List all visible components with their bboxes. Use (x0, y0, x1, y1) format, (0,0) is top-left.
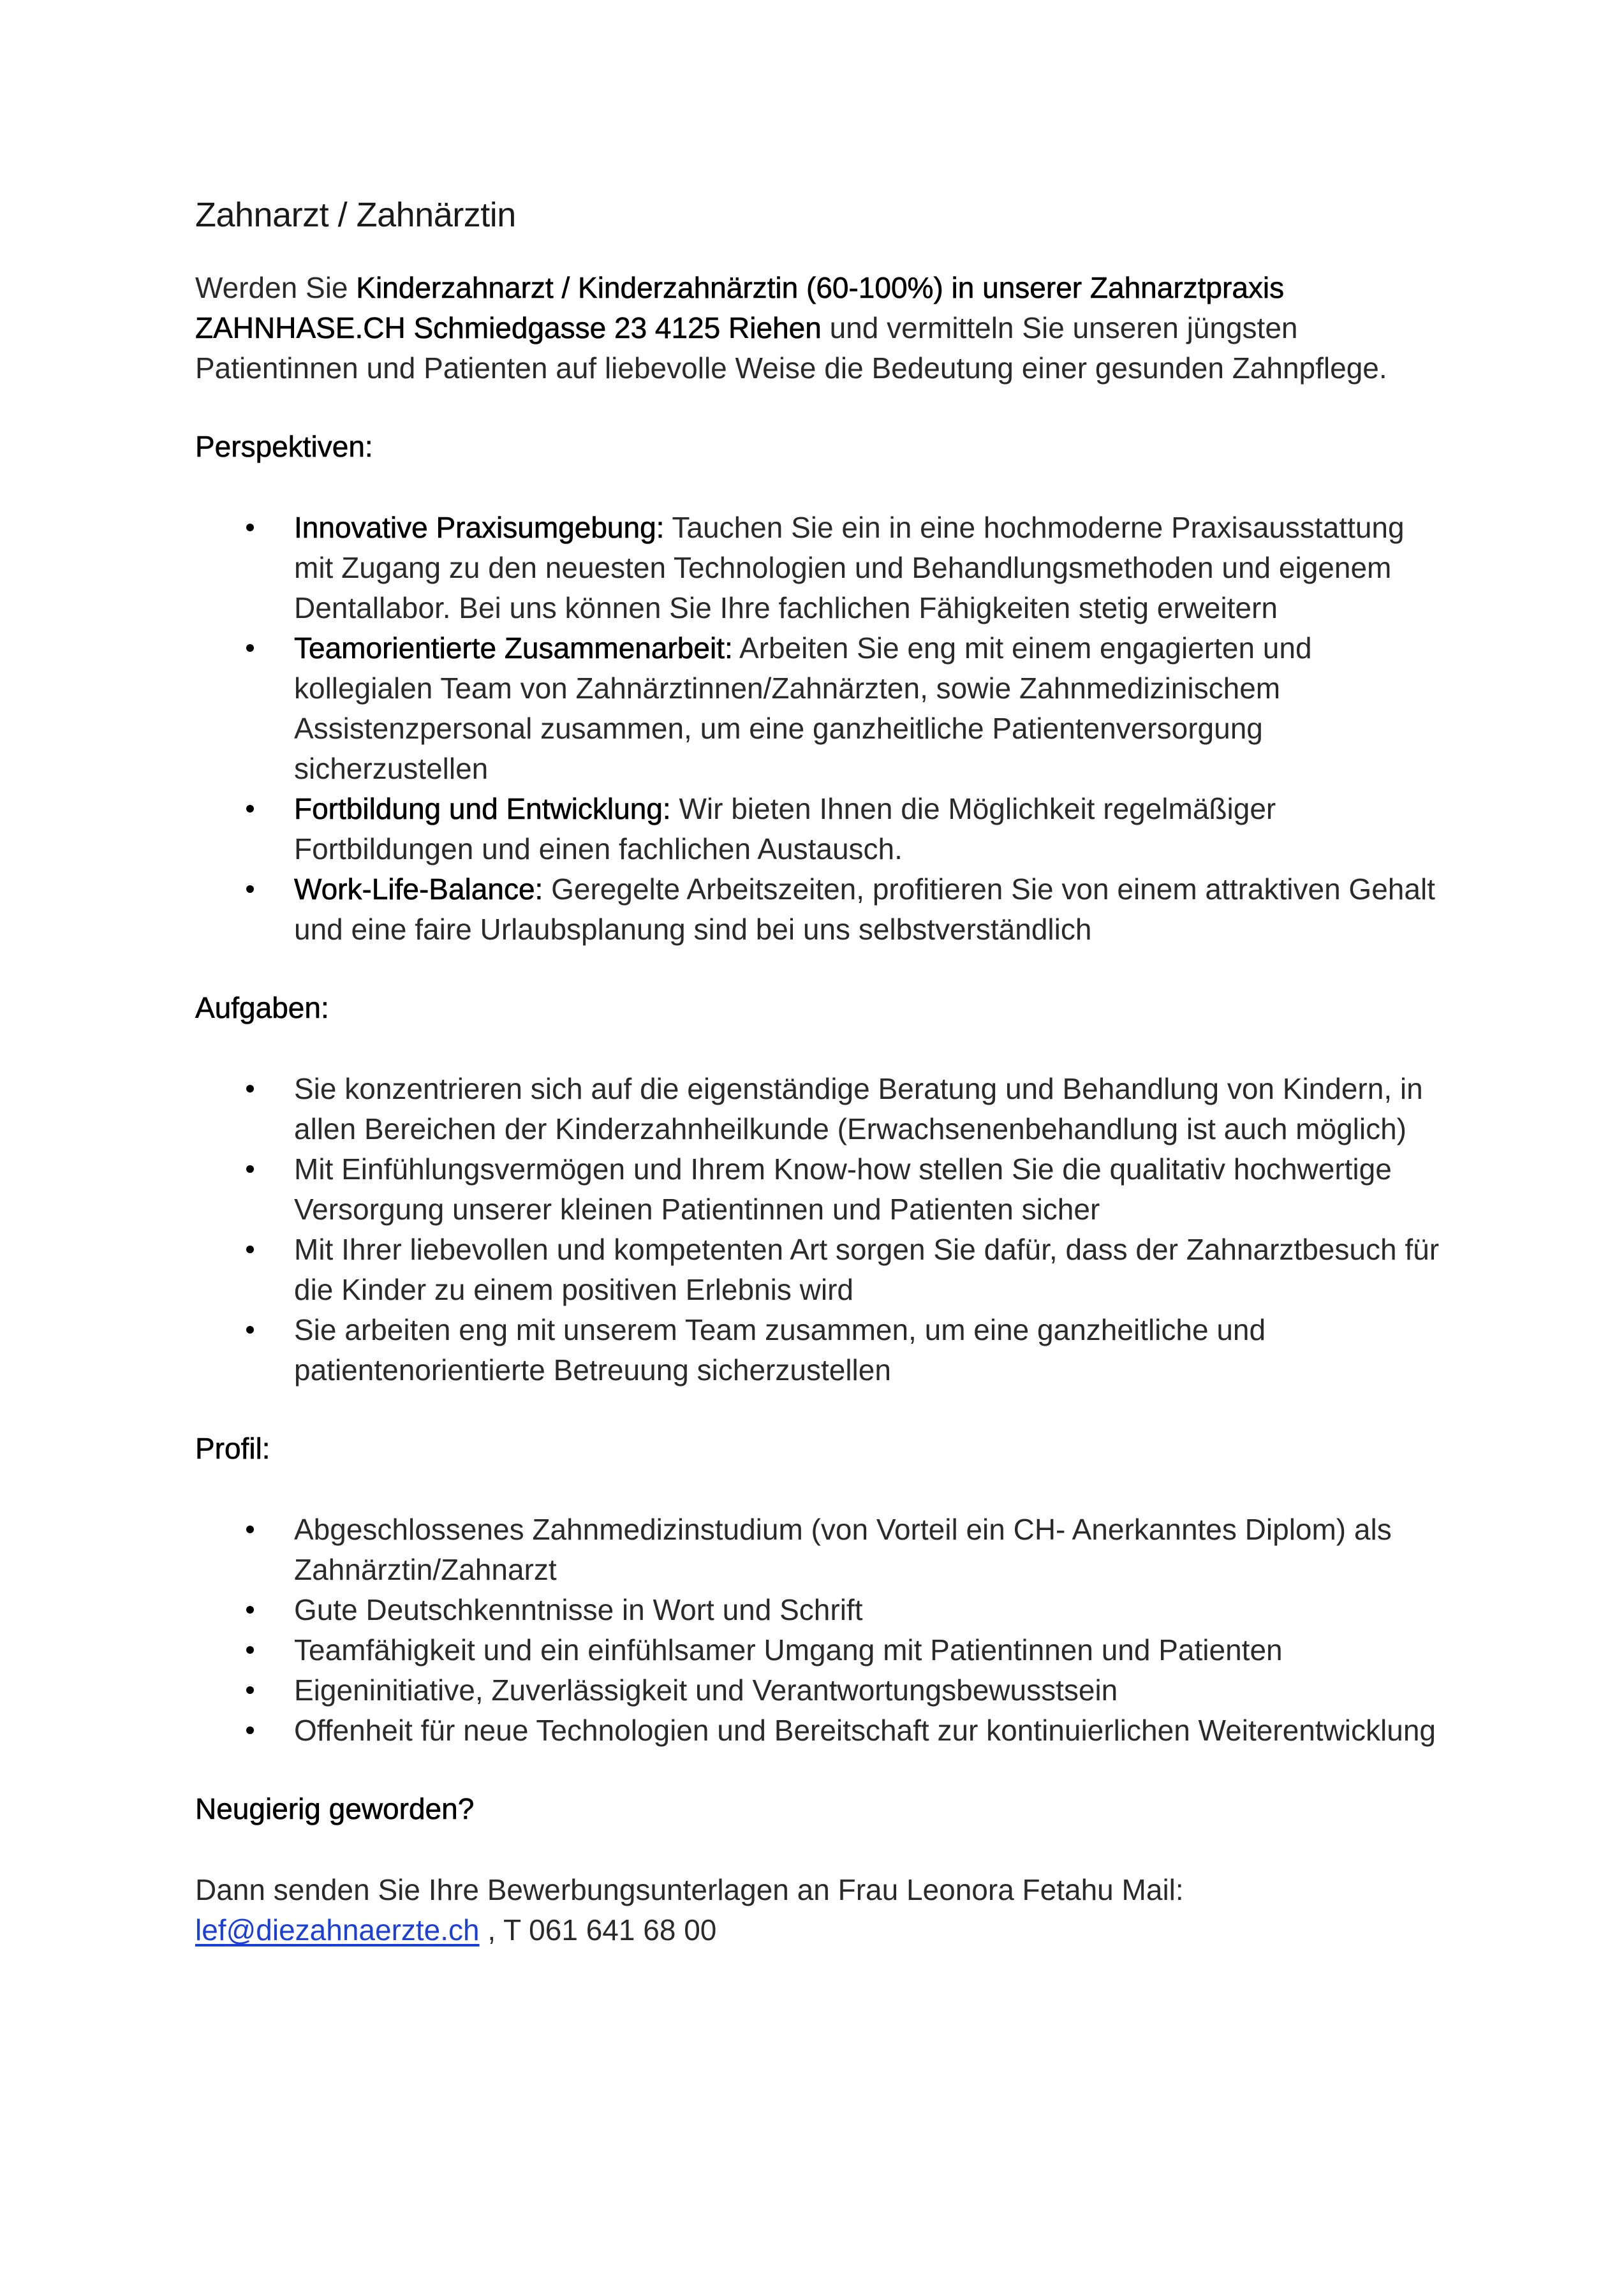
list-item-lead: Innovative Praxisumgebung: (294, 511, 665, 544)
list-item-text: Sie arbeiten eng mit unserem Team zusammen, um eine ganzheitliche und patientenorientierte Betreuung sicherzustellen (294, 1313, 1266, 1387)
list-item-text: Arbeiten Sie eng mit einem engagierten und kollegialen Team von Zahnärztinnen/Zahnärzten, sowie Zahnmedizinischem Assistenzpersonal zusammen, um eine ganzheitliche Patientenversorgung sicherzustellen (294, 631, 1312, 785)
email-link[interactable]: lef@diezahnaerzte.ch (195, 1913, 480, 1946)
bullet-icon (246, 1686, 254, 1694)
bullet-icon (246, 1646, 254, 1654)
contact-phone: , T 061 641 68 00 (479, 1913, 717, 1946)
list-item (195, 789, 1445, 869)
list-item-lead: Teamorientierte Zusammenarbeit: (294, 631, 733, 665)
list-item-text: Sie konzentrieren sich auf die eigenständige Beratung und Behandlung von Kindern, in allen Bereichen der Kinderzahnheilkunde (Erwachsenenbehandlung ist auch möglich) (294, 1072, 1423, 1145)
intro-position-highlight: Kinderzahnarzt / Kinderzahnärztin (60-100%) in unserer Zahnarztpraxis ZAHNHASE.CH Schmiedgasse 23 4125 Riehen (195, 271, 1285, 344)
bullet-icon (246, 1085, 254, 1093)
list-item (195, 1510, 1445, 1590)
list-item (195, 508, 1445, 628)
list-item (195, 1711, 1445, 1751)
bullet-icon (246, 1726, 254, 1734)
document-title: Zahnarzt / Zahnärztin (195, 196, 516, 234)
list-item (195, 628, 1445, 789)
list-item-lead: Fortbildung und Entwicklung: (294, 792, 671, 825)
document-page (195, 191, 1445, 1950)
contact-text: Dann senden Sie Ihre Bewerbungsunterlagen an Frau Leonora Fetahu Mail: (195, 1873, 1184, 1906)
section-heading-aufgaben: Aufgaben: (195, 991, 329, 1024)
list-item-text: Gute Deutschkenntnisse in Wort und Schrift (294, 1593, 863, 1626)
list-item-text: Teamfähigkeit und ein einfühlsamer Umgang mit Patientinnen und Patienten (294, 1633, 1283, 1667)
contact-paragraph (195, 1870, 1445, 1950)
list-item-text: Eigeninitiative, Zuverlässigkeit und Verantwortungsbewusstsein (294, 1674, 1118, 1707)
bullet-icon (246, 1246, 254, 1253)
bullet-icon (246, 1606, 254, 1614)
bullet-icon (246, 1165, 254, 1173)
list-item (195, 1230, 1445, 1310)
list-item-lead: Work-Life-Balance: (294, 872, 543, 906)
bullet-icon (246, 524, 254, 531)
list-item (195, 1069, 1445, 1149)
bullet-icon (246, 644, 254, 652)
profil-list (195, 1510, 1445, 1751)
aufgaben-list (195, 1069, 1445, 1390)
list-item-text: Geregelte Arbeitszeiten, profitieren Sie von einem attraktiven Gehalt und eine faire Urlaubsplanung sind bei uns selbstverständlich (294, 872, 1435, 946)
list-item (195, 1590, 1445, 1630)
list-item (195, 869, 1445, 950)
list-item-text: Wir bieten Ihnen die Möglichkeit regelmäßiger Fortbildungen und einen fachlichen Austausch. (294, 792, 1276, 865)
intro-prefix: Werden Sie (195, 271, 357, 304)
list-item (195, 1630, 1445, 1670)
bullet-icon (246, 805, 254, 813)
section-heading-contact: Neugierig geworden? (195, 1792, 475, 1825)
list-item-text: Abgeschlossenes Zahnmedizinstudium (von Vorteil ein CH- Anerkanntes Diplom) als Zahnärztin/Zahnarzt (294, 1513, 1392, 1586)
list-item (195, 1310, 1445, 1390)
section-heading-profil: Profil: (195, 1432, 270, 1465)
list-item-text: Tauchen Sie ein in eine hochmoderne Praxisausstattung mit Zugang zu den neuesten Technologien und Behandlungsmethoden und eigenem Dentallabor. Bei uns können Sie Ihre fachlichen Fähigkeiten stetig erweitern (294, 511, 1405, 624)
list-item-text: Offenheit für neue Technologien und Bereitschaft zur kontinuierlichen Weiterentwicklung (294, 1714, 1436, 1747)
section-heading-perspektiven: Perspektiven: (195, 430, 373, 463)
list-item (195, 1670, 1445, 1711)
intro-suffix: und vermitteln Sie unseren jüngsten Patientinnen und Patienten auf liebevolle Weise die Bedeutung einer gesunden Zahnpflege. (195, 311, 1387, 385)
perspektiven-list (195, 508, 1445, 950)
bullet-icon (246, 885, 254, 893)
list-item-text: Mit Einfühlungsvermögen und Ihrem Know-how stellen Sie die qualitativ hochwertige Versorgung unserer kleinen Patientinnen und Patienten sicher (294, 1152, 1392, 1226)
bullet-icon (246, 1326, 254, 1334)
bullet-icon (246, 1526, 254, 1533)
list-item (195, 1149, 1445, 1230)
list-item-text: Mit Ihrer liebevollen und kompetenten Art sorgen Sie dafür, dass der Zahnarztbesuch für die Kinder zu einem positiven Erlebnis wird (294, 1233, 1440, 1306)
intro-paragraph (195, 268, 1445, 388)
